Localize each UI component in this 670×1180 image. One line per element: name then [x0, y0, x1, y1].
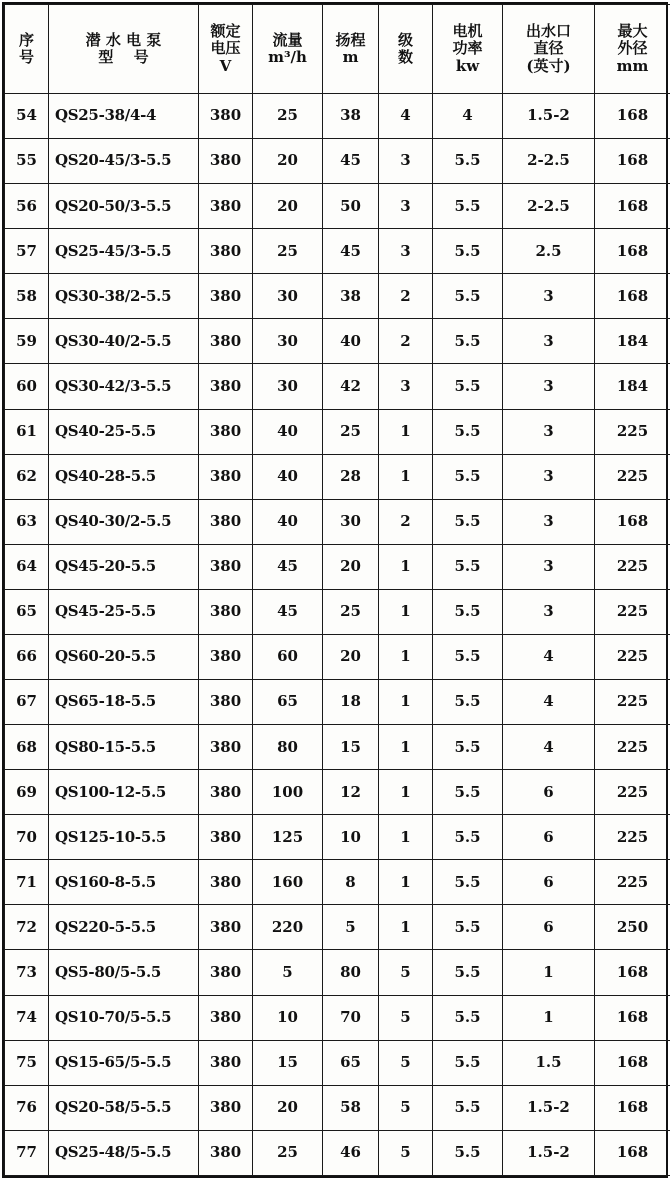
cell-head: 10	[323, 815, 379, 860]
cell-no: 76	[5, 1085, 49, 1130]
cell-diameter: 225	[595, 634, 670, 679]
cell-outlet: 4	[503, 634, 595, 679]
cell-power: 5.5	[433, 319, 503, 364]
cell-model: QS25-45/3-5.5	[49, 229, 199, 274]
cell-voltage: 380	[199, 364, 253, 409]
cell-flow: 40	[253, 499, 323, 544]
cell-stage: 4	[379, 94, 433, 139]
cell-no: 55	[5, 139, 49, 184]
cell-power: 5.5	[433, 995, 503, 1040]
cell-voltage: 380	[199, 634, 253, 679]
cell-stage: 1	[379, 905, 433, 950]
cell-diameter: 168	[595, 1130, 670, 1175]
cell-flow: 15	[253, 1040, 323, 1085]
cell-stage: 3	[379, 229, 433, 274]
cell-model: QS160-8-5.5	[49, 860, 199, 905]
cell-flow: 40	[253, 454, 323, 499]
cell-outlet: 2-2.5	[503, 139, 595, 184]
cell-stage: 3	[379, 184, 433, 229]
cell-model: QS10-70/5-5.5	[49, 995, 199, 1040]
cell-power: 5.5	[433, 860, 503, 905]
cell-model: QS30-42/3-5.5	[49, 364, 199, 409]
cell-model: QS20-45/3-5.5	[49, 139, 199, 184]
cell-power: 5.5	[433, 139, 503, 184]
cell-power: 5.5	[433, 454, 503, 499]
cell-diameter: 168	[595, 229, 670, 274]
cell-power: 5.5	[433, 409, 503, 454]
cell-no: 57	[5, 229, 49, 274]
cell-outlet: 6	[503, 860, 595, 905]
cell-flow: 45	[253, 544, 323, 589]
cell-outlet: 3	[503, 499, 595, 544]
cell-flow: 20	[253, 184, 323, 229]
cell-stage: 5	[379, 995, 433, 1040]
header-voltage: 额定 电压 V	[199, 5, 253, 94]
cell-diameter: 225	[595, 589, 670, 634]
cell-flow: 20	[253, 139, 323, 184]
cell-outlet: 2.5	[503, 229, 595, 274]
cell-outlet: 3	[503, 409, 595, 454]
header-power: 电机 功率 kw	[433, 5, 503, 94]
cell-diameter: 225	[595, 725, 670, 770]
table-row	[5, 815, 670, 860]
cell-voltage: 380	[199, 770, 253, 815]
cell-model: QS40-30/2-5.5	[49, 499, 199, 544]
cell-flow: 5	[253, 950, 323, 995]
cell-no: 65	[5, 589, 49, 634]
cell-outlet: 6	[503, 905, 595, 950]
cell-power: 5.5	[433, 544, 503, 589]
header-head: 扬程 m	[323, 5, 379, 94]
cell-power: 5.5	[433, 1040, 503, 1085]
cell-flow: 160	[253, 860, 323, 905]
header-flow: 流量 m³/h	[253, 5, 323, 94]
cell-no: 54	[5, 94, 49, 139]
cell-head: 70	[323, 995, 379, 1040]
cell-outlet: 1	[503, 995, 595, 1040]
cell-diameter: 225	[595, 454, 670, 499]
table-body	[5, 94, 670, 1176]
cell-stage: 3	[379, 139, 433, 184]
cell-outlet: 3	[503, 274, 595, 319]
cell-model: QS20-50/3-5.5	[49, 184, 199, 229]
cell-power: 5.5	[433, 364, 503, 409]
cell-stage: 2	[379, 319, 433, 364]
cell-power: 5.5	[433, 680, 503, 725]
cell-stage: 1	[379, 770, 433, 815]
cell-diameter: 184	[595, 364, 670, 409]
cell-stage: 5	[379, 1040, 433, 1085]
cell-outlet: 4	[503, 725, 595, 770]
cell-diameter: 225	[595, 409, 670, 454]
cell-outlet: 3	[503, 544, 595, 589]
cell-voltage: 380	[199, 680, 253, 725]
table-row	[5, 725, 670, 770]
cell-model: QS45-20-5.5	[49, 544, 199, 589]
table-row	[5, 860, 670, 905]
cell-flow: 125	[253, 815, 323, 860]
cell-head: 15	[323, 725, 379, 770]
cell-outlet: 3	[503, 319, 595, 364]
table-row	[5, 274, 670, 319]
table-row	[5, 454, 670, 499]
table-row	[5, 319, 670, 364]
cell-stage: 5	[379, 1085, 433, 1130]
cell-model: QS80-15-5.5	[49, 725, 199, 770]
cell-stage: 1	[379, 634, 433, 679]
cell-flow: 25	[253, 229, 323, 274]
cell-diameter: 168	[595, 995, 670, 1040]
cell-no: 61	[5, 409, 49, 454]
cell-flow: 30	[253, 364, 323, 409]
table-row	[5, 94, 670, 139]
cell-model: QS5-80/5-5.5	[49, 950, 199, 995]
cell-outlet: 6	[503, 770, 595, 815]
cell-flow: 30	[253, 274, 323, 319]
table-row	[5, 544, 670, 589]
cell-voltage: 380	[199, 950, 253, 995]
cell-head: 20	[323, 634, 379, 679]
cell-head: 30	[323, 499, 379, 544]
cell-no: 62	[5, 454, 49, 499]
table-row	[5, 1040, 670, 1085]
cell-head: 46	[323, 1130, 379, 1175]
cell-outlet: 4	[503, 680, 595, 725]
cell-outlet: 3	[503, 589, 595, 634]
cell-voltage: 380	[199, 499, 253, 544]
cell-diameter: 225	[595, 680, 670, 725]
cell-voltage: 380	[199, 995, 253, 1040]
cell-no: 72	[5, 905, 49, 950]
cell-head: 65	[323, 1040, 379, 1085]
cell-outlet: 3	[503, 364, 595, 409]
cell-stage: 3	[379, 364, 433, 409]
cell-flow: 25	[253, 1130, 323, 1175]
cell-stage: 1	[379, 815, 433, 860]
cell-power: 4	[433, 94, 503, 139]
cell-diameter: 168	[595, 94, 670, 139]
cell-voltage: 380	[199, 1130, 253, 1175]
cell-no: 68	[5, 725, 49, 770]
cell-outlet: 1.5-2	[503, 94, 595, 139]
cell-stage: 5	[379, 950, 433, 995]
table-row	[5, 1085, 670, 1130]
cell-diameter: 168	[595, 1040, 670, 1085]
cell-voltage: 380	[199, 905, 253, 950]
cell-flow: 25	[253, 94, 323, 139]
cell-flow: 20	[253, 1085, 323, 1130]
cell-power: 5.5	[433, 229, 503, 274]
cell-diameter: 168	[595, 1085, 670, 1130]
cell-power: 5.5	[433, 905, 503, 950]
table-row	[5, 499, 670, 544]
header-diameter: 最大 外径 mm	[595, 5, 670, 94]
pump-spec-sheet	[2, 2, 668, 1178]
table-row	[5, 229, 670, 274]
table-row	[5, 184, 670, 229]
table-row	[5, 905, 670, 950]
cell-stage: 5	[379, 1130, 433, 1175]
cell-no: 69	[5, 770, 49, 815]
cell-head: 12	[323, 770, 379, 815]
cell-outlet: 1.5-2	[503, 1130, 595, 1175]
cell-model: QS30-40/2-5.5	[49, 319, 199, 364]
cell-power: 5.5	[433, 274, 503, 319]
cell-no: 58	[5, 274, 49, 319]
cell-power: 5.5	[433, 725, 503, 770]
cell-stage: 1	[379, 544, 433, 589]
cell-voltage: 380	[199, 319, 253, 364]
header-no: 序 号	[5, 5, 49, 94]
cell-voltage: 380	[199, 454, 253, 499]
cell-diameter: 184	[595, 319, 670, 364]
cell-head: 45	[323, 139, 379, 184]
cell-power: 5.5	[433, 499, 503, 544]
table-row	[5, 634, 670, 679]
header-stage: 级 数	[379, 5, 433, 94]
cell-voltage: 380	[199, 725, 253, 770]
table-row	[5, 770, 670, 815]
cell-head: 20	[323, 544, 379, 589]
cell-diameter: 168	[595, 184, 670, 229]
cell-voltage: 380	[199, 815, 253, 860]
cell-power: 5.5	[433, 950, 503, 995]
cell-flow: 220	[253, 905, 323, 950]
cell-stage: 1	[379, 409, 433, 454]
cell-power: 5.5	[433, 589, 503, 634]
table-row	[5, 950, 670, 995]
cell-power: 5.5	[433, 815, 503, 860]
cell-stage: 1	[379, 680, 433, 725]
cell-diameter: 250	[595, 905, 670, 950]
table-row	[5, 364, 670, 409]
cell-diameter: 225	[595, 860, 670, 905]
cell-head: 58	[323, 1085, 379, 1130]
cell-flow: 45	[253, 589, 323, 634]
cell-no: 59	[5, 319, 49, 364]
table-row	[5, 589, 670, 634]
cell-voltage: 380	[199, 139, 253, 184]
cell-flow: 80	[253, 725, 323, 770]
cell-power: 5.5	[433, 1130, 503, 1175]
cell-head: 8	[323, 860, 379, 905]
cell-model: QS125-10-5.5	[49, 815, 199, 860]
cell-power: 5.5	[433, 184, 503, 229]
cell-model: QS45-25-5.5	[49, 589, 199, 634]
cell-head: 45	[323, 229, 379, 274]
cell-outlet: 1.5	[503, 1040, 595, 1085]
cell-stage: 1	[379, 454, 433, 499]
cell-stage: 1	[379, 860, 433, 905]
cell-head: 28	[323, 454, 379, 499]
cell-head: 25	[323, 409, 379, 454]
cell-diameter: 225	[595, 770, 670, 815]
cell-model: QS65-18-5.5	[49, 680, 199, 725]
cell-no: 63	[5, 499, 49, 544]
cell-no: 70	[5, 815, 49, 860]
cell-flow: 60	[253, 634, 323, 679]
cell-voltage: 380	[199, 1085, 253, 1130]
cell-outlet: 1	[503, 950, 595, 995]
cell-voltage: 380	[199, 544, 253, 589]
cell-head: 18	[323, 680, 379, 725]
cell-head: 38	[323, 94, 379, 139]
cell-voltage: 380	[199, 409, 253, 454]
pump-spec-table	[4, 4, 670, 1176]
cell-head: 38	[323, 274, 379, 319]
cell-outlet: 1.5-2	[503, 1085, 595, 1130]
cell-power: 5.5	[433, 770, 503, 815]
cell-no: 73	[5, 950, 49, 995]
cell-head: 50	[323, 184, 379, 229]
cell-flow: 100	[253, 770, 323, 815]
cell-stage: 2	[379, 274, 433, 319]
cell-no: 66	[5, 634, 49, 679]
cell-model: QS25-38/4-4	[49, 94, 199, 139]
cell-stage: 1	[379, 589, 433, 634]
cell-no: 64	[5, 544, 49, 589]
cell-voltage: 380	[199, 589, 253, 634]
table-row	[5, 1130, 670, 1175]
table-row	[5, 139, 670, 184]
cell-power: 5.5	[433, 1085, 503, 1130]
cell-voltage: 380	[199, 274, 253, 319]
cell-no: 60	[5, 364, 49, 409]
cell-voltage: 380	[199, 1040, 253, 1085]
cell-no: 74	[5, 995, 49, 1040]
cell-voltage: 380	[199, 860, 253, 905]
cell-no: 71	[5, 860, 49, 905]
cell-diameter: 168	[595, 274, 670, 319]
cell-diameter: 225	[595, 544, 670, 589]
cell-no: 56	[5, 184, 49, 229]
cell-head: 40	[323, 319, 379, 364]
cell-outlet: 6	[503, 815, 595, 860]
cell-diameter: 168	[595, 499, 670, 544]
cell-model: QS20-58/5-5.5	[49, 1085, 199, 1130]
cell-model: QS40-28-5.5	[49, 454, 199, 499]
header-model: 潜 水 电 泵 型 号	[49, 5, 199, 94]
cell-model: QS100-12-5.5	[49, 770, 199, 815]
cell-no: 67	[5, 680, 49, 725]
table-row	[5, 680, 670, 725]
cell-model: QS220-5-5.5	[49, 905, 199, 950]
table-row	[5, 409, 670, 454]
cell-stage: 1	[379, 725, 433, 770]
cell-model: QS40-25-5.5	[49, 409, 199, 454]
header-outlet: 出水口 直径 (英寸)	[503, 5, 595, 94]
cell-model: QS60-20-5.5	[49, 634, 199, 679]
cell-head: 25	[323, 589, 379, 634]
cell-diameter: 168	[595, 950, 670, 995]
cell-outlet: 3	[503, 454, 595, 499]
cell-power: 5.5	[433, 634, 503, 679]
cell-model: QS15-65/5-5.5	[49, 1040, 199, 1085]
cell-voltage: 380	[199, 184, 253, 229]
cell-model: QS25-48/5-5.5	[49, 1130, 199, 1175]
cell-diameter: 168	[595, 139, 670, 184]
cell-model: QS30-38/2-5.5	[49, 274, 199, 319]
cell-head: 80	[323, 950, 379, 995]
cell-voltage: 380	[199, 229, 253, 274]
cell-flow: 30	[253, 319, 323, 364]
cell-flow: 40	[253, 409, 323, 454]
header-row	[5, 5, 670, 94]
cell-head: 42	[323, 364, 379, 409]
cell-stage: 2	[379, 499, 433, 544]
cell-voltage: 380	[199, 94, 253, 139]
table-row	[5, 995, 670, 1040]
cell-flow: 65	[253, 680, 323, 725]
cell-outlet: 2-2.5	[503, 184, 595, 229]
cell-no: 77	[5, 1130, 49, 1175]
cell-diameter: 225	[595, 815, 670, 860]
cell-flow: 10	[253, 995, 323, 1040]
cell-no: 75	[5, 1040, 49, 1085]
cell-head: 5	[323, 905, 379, 950]
